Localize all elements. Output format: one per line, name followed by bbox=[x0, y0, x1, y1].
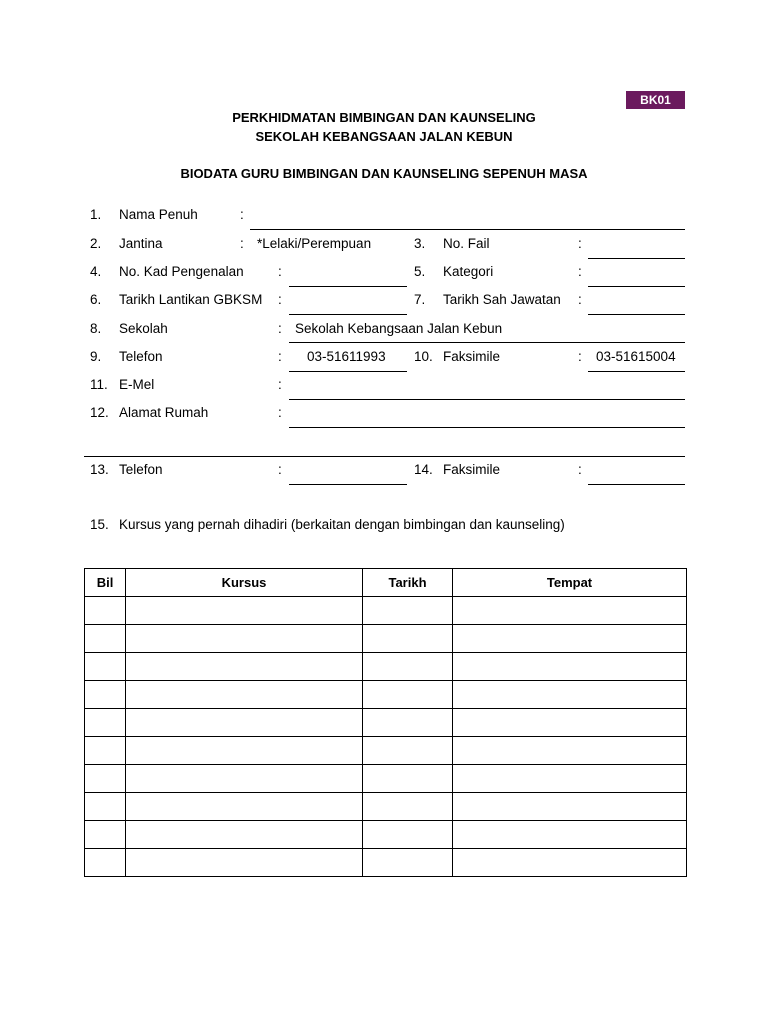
cell-kursus[interactable] bbox=[126, 709, 363, 737]
column-header-tarikh: Tarikh bbox=[363, 569, 453, 597]
cell-bil[interactable] bbox=[85, 597, 126, 625]
cell-tempat[interactable] bbox=[453, 625, 687, 653]
field-faks-colon: : bbox=[578, 349, 582, 364]
field-telefon2-input-line[interactable] bbox=[289, 484, 407, 485]
field-telefon2-label: Telefon bbox=[119, 462, 163, 477]
field-fail-colon: : bbox=[578, 236, 582, 251]
field-faks-value[interactable]: 03-51615004 bbox=[596, 349, 676, 364]
cell-bil[interactable] bbox=[85, 849, 126, 877]
cell-tarikh[interactable] bbox=[363, 765, 453, 793]
field-faks-label: Faksimile bbox=[443, 349, 501, 364]
cell-tarikh[interactable] bbox=[363, 709, 453, 737]
field-fail-input-line[interactable] bbox=[588, 258, 685, 259]
field-kad-number: 4. bbox=[90, 264, 102, 279]
cell-kursus[interactable] bbox=[126, 737, 363, 765]
field-alamat-label: Alamat Rumah bbox=[119, 405, 209, 420]
cell-tempat[interactable] bbox=[453, 709, 687, 737]
cell-kursus[interactable] bbox=[126, 625, 363, 653]
cell-tarikh[interactable] bbox=[363, 821, 453, 849]
cell-tempat[interactable] bbox=[453, 737, 687, 765]
field-faks2-input-line[interactable] bbox=[588, 484, 685, 485]
cell-kursus[interactable] bbox=[126, 821, 363, 849]
field-sekolah-label: Sekolah bbox=[119, 321, 168, 336]
field-sah-label: Tarikh Sah Jawatan bbox=[443, 292, 561, 307]
field-fail-number: 3. bbox=[414, 236, 426, 251]
field-lantikan-colon: : bbox=[278, 292, 282, 307]
field-jantina-colon: : bbox=[240, 236, 244, 251]
cell-bil[interactable] bbox=[85, 681, 126, 709]
table-row bbox=[85, 849, 687, 877]
field-kategori-number: 5. bbox=[414, 264, 426, 279]
field-telefon2-number: 13. bbox=[90, 462, 109, 477]
table-row bbox=[85, 709, 687, 737]
cell-bil[interactable] bbox=[85, 793, 126, 821]
header-line-2: SEKOLAH KEBANGSAAN JALAN KEBUN bbox=[255, 129, 513, 144]
table-row bbox=[85, 821, 687, 849]
field-alamat-input-line-2[interactable] bbox=[84, 456, 685, 457]
field-lantikan-input-line[interactable] bbox=[289, 314, 407, 315]
form-code-badge: BK01 bbox=[626, 91, 685, 109]
cell-tarikh[interactable] bbox=[363, 849, 453, 877]
table-row bbox=[85, 653, 687, 681]
field-fail-label: No. Fail bbox=[443, 236, 490, 251]
field-telefon-number: 9. bbox=[90, 349, 102, 364]
field-lantikan-number: 6. bbox=[90, 292, 102, 307]
cell-tarikh[interactable] bbox=[363, 653, 453, 681]
field-faks2-colon: : bbox=[578, 462, 582, 477]
table-row bbox=[85, 793, 687, 821]
field-nama-colon: : bbox=[240, 207, 244, 222]
field-sekolah-value[interactable]: Sekolah Kebangsaan Jalan Kebun bbox=[295, 321, 503, 336]
cell-tarikh[interactable] bbox=[363, 625, 453, 653]
cell-tarikh[interactable] bbox=[363, 597, 453, 625]
cell-tempat[interactable] bbox=[453, 681, 687, 709]
cell-tempat[interactable] bbox=[453, 849, 687, 877]
cell-bil[interactable] bbox=[85, 765, 126, 793]
field-alamat-colon: : bbox=[278, 405, 282, 420]
field-kad-colon: : bbox=[278, 264, 282, 279]
field-sah-colon: : bbox=[578, 292, 582, 307]
table-row bbox=[85, 737, 687, 765]
field-nama-label: Nama Penuh bbox=[119, 207, 198, 222]
table-row bbox=[85, 765, 687, 793]
field-telefon-label: Telefon bbox=[119, 349, 163, 364]
kursus-table bbox=[84, 568, 687, 877]
cell-bil[interactable] bbox=[85, 625, 126, 653]
header-line-1: PERKHIDMATAN BIMBINGAN DAN KAUNSELING bbox=[232, 110, 536, 125]
kursus-number: 15. bbox=[90, 517, 109, 532]
field-emel-input-line[interactable] bbox=[289, 399, 685, 400]
field-alamat-number: 12. bbox=[90, 405, 109, 420]
field-jantina-value[interactable]: *Lelaki/Perempuan bbox=[257, 236, 372, 251]
field-telefon2-colon: : bbox=[278, 462, 282, 477]
field-telefon-colon: : bbox=[278, 349, 282, 364]
field-emel-label: E-Mel bbox=[119, 377, 155, 392]
cell-tarikh[interactable] bbox=[363, 737, 453, 765]
field-kategori-label: Kategori bbox=[443, 264, 494, 279]
cell-kursus[interactable] bbox=[126, 653, 363, 681]
field-faks-number: 10. bbox=[414, 349, 433, 364]
table-row bbox=[85, 625, 687, 653]
field-jantina-number: 2. bbox=[90, 236, 102, 251]
field-nama-input-line[interactable] bbox=[250, 229, 685, 230]
cell-kursus[interactable] bbox=[126, 681, 363, 709]
field-emel-colon: : bbox=[278, 377, 282, 392]
field-faks2-number: 14. bbox=[414, 462, 433, 477]
field-faks2-label: Faksimile bbox=[443, 462, 501, 477]
form-title: BIODATA GURU BIMBINGAN DAN KAUNSELING SEPENUH MASA bbox=[180, 166, 588, 181]
field-lantikan-label: Tarikh Lantikan GBKSM bbox=[119, 292, 263, 307]
field-telefon-input-line bbox=[289, 371, 407, 372]
cell-bil[interactable] bbox=[85, 653, 126, 681]
field-sah-number: 7. bbox=[414, 292, 426, 307]
field-jantina-label: Jantina bbox=[119, 236, 163, 251]
field-kad-label: No. Kad Pengenalan bbox=[119, 264, 244, 279]
cell-tempat[interactable] bbox=[453, 793, 687, 821]
cell-tempat[interactable] bbox=[453, 653, 687, 681]
kursus-heading: Kursus yang pernah dihadiri (berkaitan dengan bimbingan dan kaunseling) bbox=[119, 517, 565, 532]
cell-kursus[interactable] bbox=[126, 793, 363, 821]
field-sekolah-number: 8. bbox=[90, 321, 102, 336]
cell-tempat[interactable] bbox=[453, 597, 687, 625]
cell-bil[interactable] bbox=[85, 709, 126, 737]
cell-tarikh[interactable] bbox=[363, 793, 453, 821]
table-row bbox=[85, 681, 687, 709]
cell-tempat[interactable] bbox=[453, 821, 687, 849]
cell-bil[interactable] bbox=[85, 821, 126, 849]
cell-tempat[interactable] bbox=[453, 765, 687, 793]
field-kad-input-line[interactable] bbox=[289, 286, 407, 287]
cell-tarikh[interactable] bbox=[363, 681, 453, 709]
field-alamat-input-line-1[interactable] bbox=[289, 427, 685, 428]
cell-kursus[interactable] bbox=[126, 765, 363, 793]
cell-kursus[interactable] bbox=[126, 849, 363, 877]
column-header-kursus: Kursus bbox=[126, 569, 363, 597]
field-sah-input-line[interactable] bbox=[588, 314, 685, 315]
cell-kursus[interactable] bbox=[126, 597, 363, 625]
cell-bil[interactable] bbox=[85, 737, 126, 765]
field-sekolah-colon: : bbox=[278, 321, 282, 336]
table-row bbox=[85, 597, 687, 625]
field-emel-number: 11. bbox=[90, 377, 108, 392]
field-nama-number: 1. bbox=[90, 207, 102, 222]
column-header-tempat: Tempat bbox=[453, 569, 687, 597]
field-sekolah-input-line bbox=[289, 342, 685, 343]
kursus-table-header-row bbox=[85, 569, 687, 597]
column-header-bil: Bil bbox=[85, 569, 126, 597]
field-telefon-value[interactable]: 03-51611993 bbox=[307, 349, 386, 364]
field-faks-input-line bbox=[588, 371, 685, 372]
field-kategori-colon: : bbox=[578, 264, 582, 279]
field-kategori-input-line[interactable] bbox=[588, 286, 685, 287]
